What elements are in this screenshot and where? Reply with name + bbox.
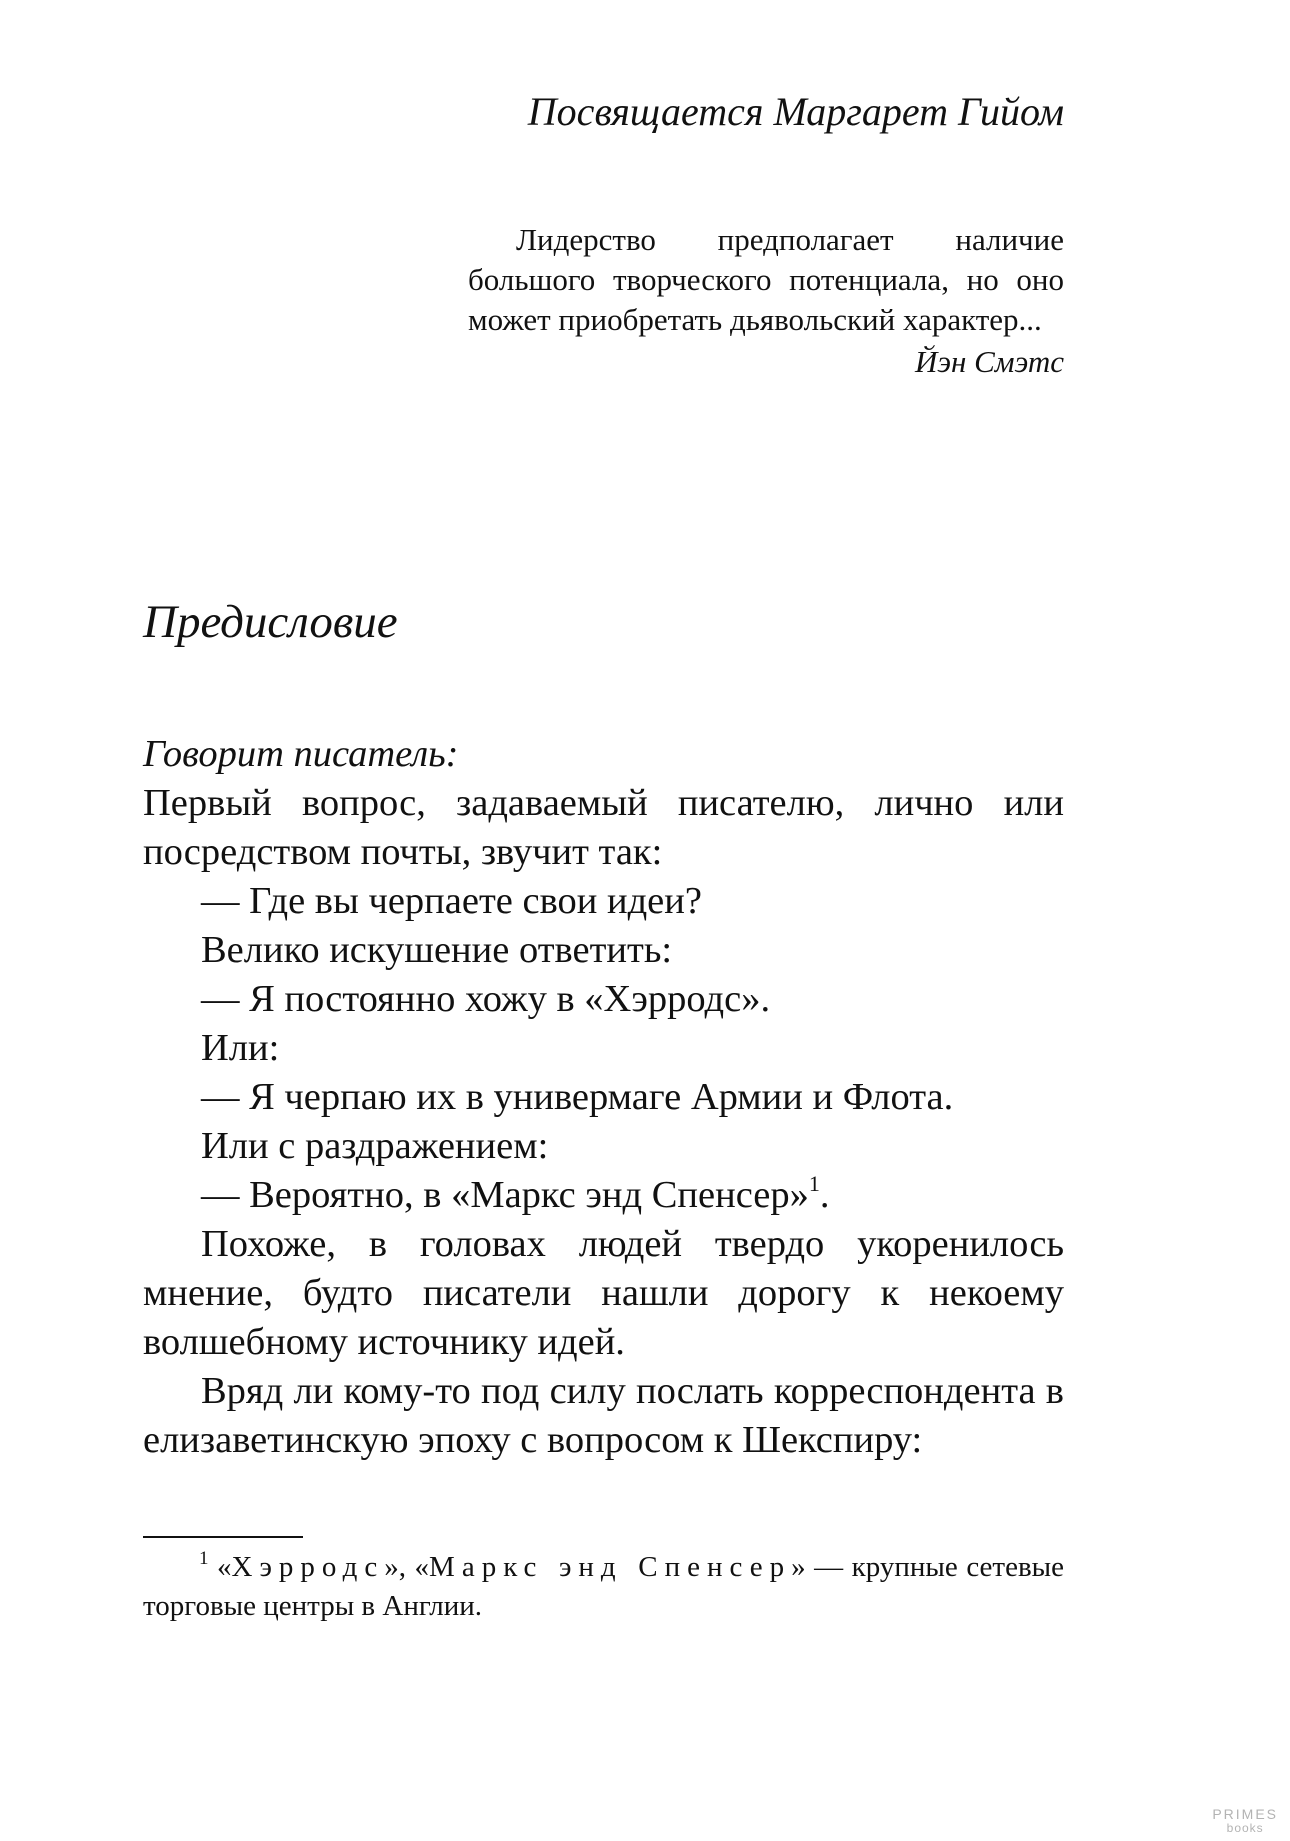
- body-text: [143, 730, 1064, 1465]
- narration-line: Велико искушение ответить:: [201, 929, 673, 971]
- dialog-text-end: .: [819, 1174, 830, 1216]
- quote-open: «: [217, 1551, 232, 1583]
- paragraph: Первый вопрос, задаваемый писателю, лично или посредством почты, звучит так:: [143, 782, 1064, 873]
- dialog-line: — Где вы черпаете свои идеи?: [201, 880, 702, 922]
- footnote-store-name: Хэрродс: [231, 1551, 385, 1583]
- paragraph: Похоже, в головах людей твердо укоренилось мнение, будто писатели нашли дорогу к некоему волшебному источнику идей.: [143, 1223, 1064, 1363]
- footnote-number: 1: [199, 1548, 209, 1569]
- epigraph-text: Лидерство предполагает наличие большого творческого потенциала, но оно может приобретать дьявольский характер...: [468, 222, 1064, 337]
- dedication: Посвящается Маргарет Гийом: [527, 89, 1064, 134]
- watermark-logo: [1212, 1807, 1278, 1835]
- dialog-line: [143, 1171, 1064, 1220]
- quote-close: »: [384, 1551, 399, 1583]
- footnote: [143, 1548, 1064, 1626]
- narration-line: Или с раздражением:: [201, 1125, 549, 1167]
- dialog-line: — Я черпаю их в универмаге Армии и Флота.: [201, 1076, 954, 1118]
- watermark-line: books: [1226, 1821, 1264, 1835]
- narration-line: Или:: [201, 1027, 280, 1069]
- quote-open: «: [414, 1551, 430, 1583]
- epigraph-author: Йэн Смэтс: [914, 344, 1064, 379]
- separator: ,: [398, 1551, 415, 1583]
- footnote-text: — крупные сетевые торговые центры в Англии.: [143, 1551, 1065, 1622]
- footnote-store-name: Маркс энд Спенсер: [429, 1551, 792, 1583]
- quote-close: »: [791, 1551, 806, 1583]
- chapter-title: Предисловие: [143, 596, 398, 648]
- dialog-line: — Я постоянно хожу в «Хэрродс».: [201, 978, 771, 1020]
- footnote-reference: 1: [808, 1171, 820, 1196]
- paragraph: Вряд ли кому-то под силу послать корреспондента в елизаветинскую эпоху с вопросом к Шекспиру:: [143, 1370, 1064, 1461]
- footnote-divider: [143, 1536, 303, 1538]
- watermark-line: PRIMES: [1212, 1806, 1278, 1822]
- dialog-text: — Вероятно, в «Маркс энд Спенсер»: [201, 1174, 809, 1216]
- epigraph: [468, 220, 1064, 382]
- speaker-heading: Говорит писатель:: [143, 733, 459, 775]
